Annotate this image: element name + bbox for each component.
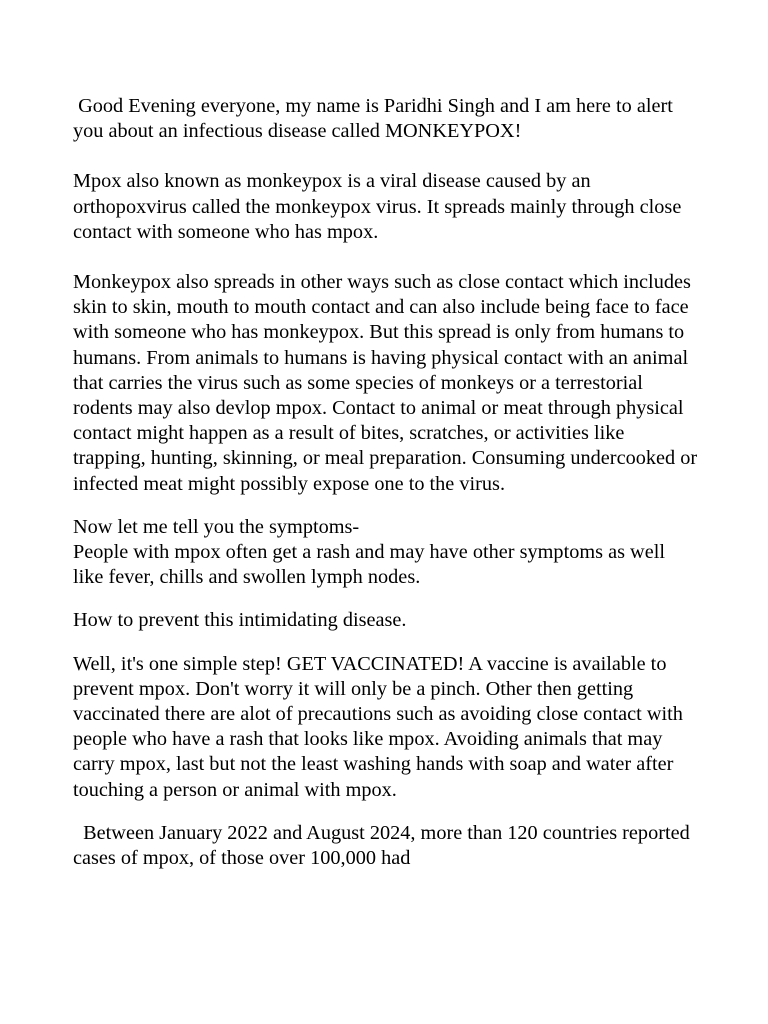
document-page <box>73 94 703 871</box>
paragraph-transmission: Monkeypox also spreads in other ways such as close contact which includes skin to skin, mouth to mouth contact and can also include being face to face with someone who has monkeypox. But this spread is only from humans to humans. From animals to humans is having physical contact with an animal that carries the virus such as some species of monkeys or a terrestorial rodents may also devlop mpox. Contact to animal or meat through physical contact might happen as a result of bites, scratches, or activities like trapping, hunting, skinning, or meal preparation. Consuming undercooked or infected meat might possibly expose one to the virus. <box>73 271 703 495</box>
paragraph-symptoms: People with mpox often get a rash and may have other symptoms as well like fever, chills and swollen lymph nodes. <box>73 541 671 589</box>
paragraph-definition: Mpox also known as monkeypox is a viral disease caused by an orthopoxvirus called the monkeypox virus. It spreads mainly through close contact with someone who has mpox. <box>73 170 687 243</box>
paragraph-statistics: Between January 2022 and August 2024, more than 120 countries reported cases of mpox, of those over 100,000 had <box>73 821 695 870</box>
paragraph-intro: Good Evening everyone, my name is Paridhi Singh and I am here to alert you about an infectious disease called MONKEYPOX! <box>73 95 678 143</box>
paragraph-prevention-heading: How to prevent this intimidating disease. <box>73 609 407 632</box>
paragraph-symptoms-heading: Now let me tell you the symptoms- <box>73 515 360 538</box>
paragraph-prevention: Well, it's one simple step! GET VACCINATED! A vaccine is available to prevent mpox. Don't worry it will only be a pinch. Other then getting vaccinated there are alot of precautions such as avoiding close contact with people who have a rash that looks like mpox. Avoiding animals that may carry mpox, last but not the least washing hands with soap and water after touching a person or animal with mpox. <box>73 652 688 801</box>
